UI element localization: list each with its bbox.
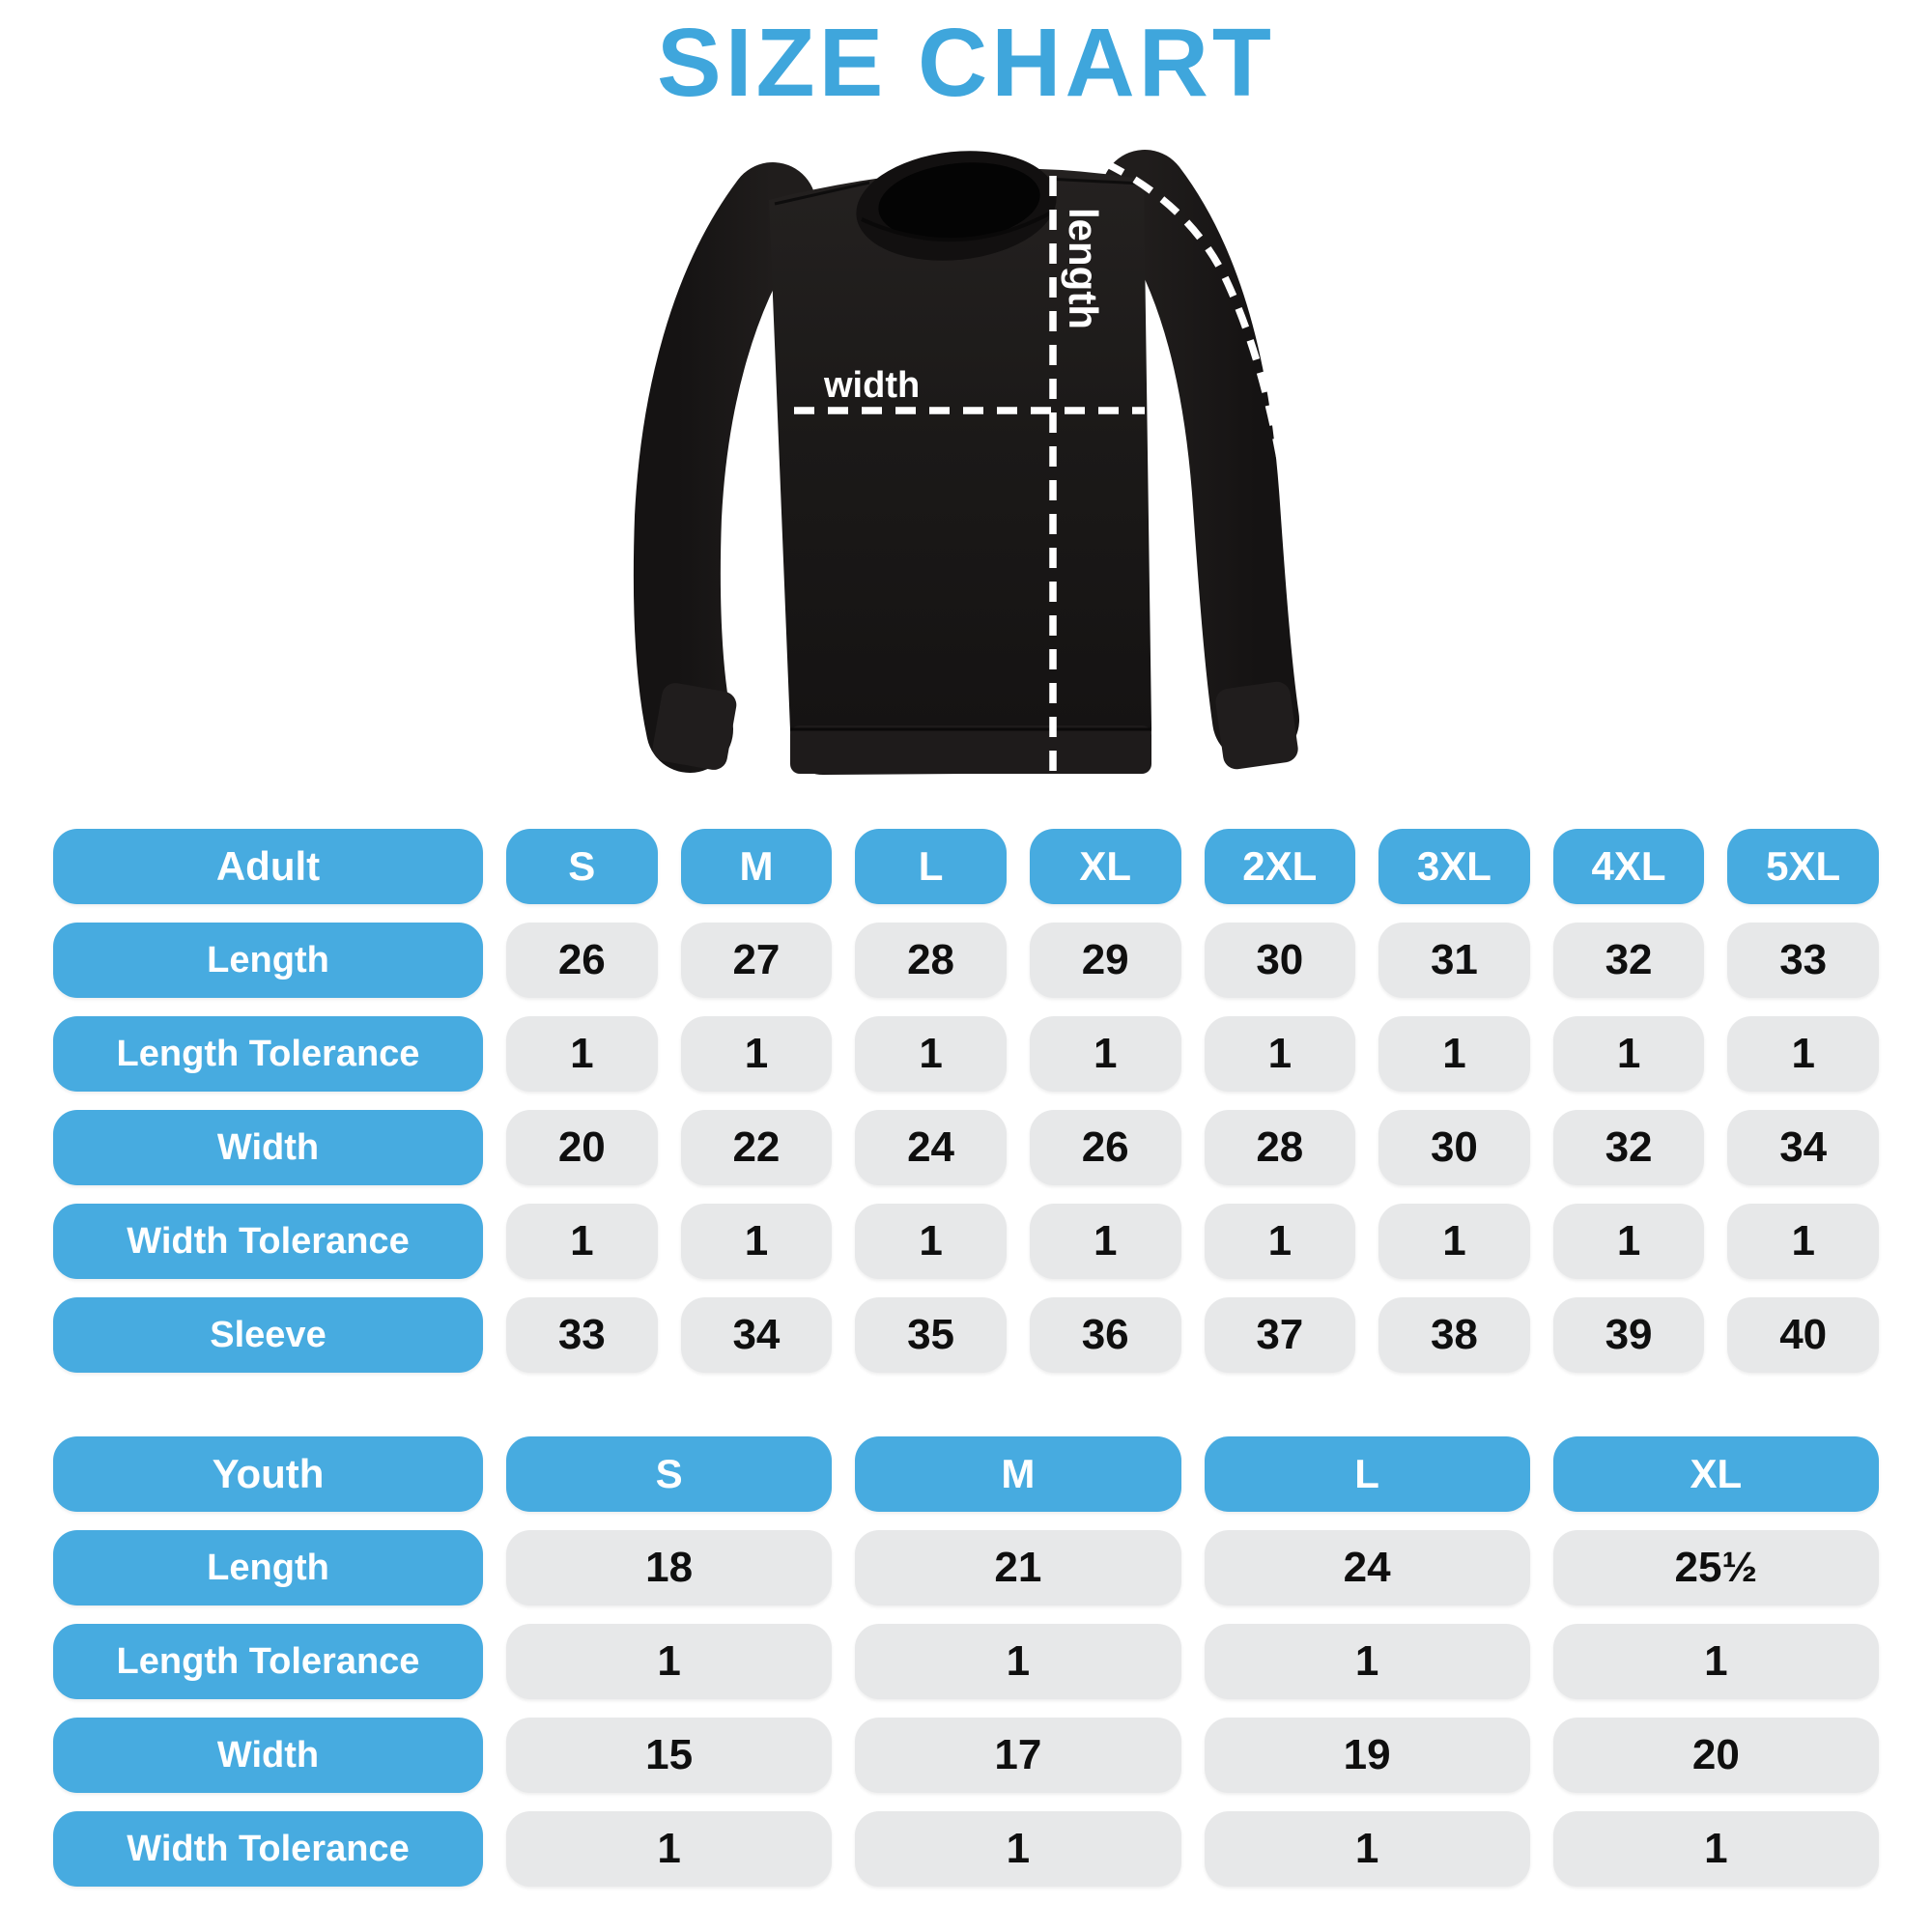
row-label-cell: Width xyxy=(53,1110,483,1185)
size-value-cell: 31 xyxy=(1378,923,1530,998)
size-value-cell: 20 xyxy=(506,1110,658,1185)
size-value-cell: 34 xyxy=(1727,1110,1879,1185)
size-value-cell: 17 xyxy=(855,1718,1180,1793)
size-value-cell: 27 xyxy=(681,923,833,998)
size-header-cell: M xyxy=(681,829,833,904)
size-value-cell: 1 xyxy=(1030,1016,1181,1092)
row-label-cell: Width Tolerance xyxy=(53,1811,483,1887)
size-value-cell: 1 xyxy=(506,1016,658,1092)
size-value-cell: 1 xyxy=(1378,1016,1530,1092)
size-value-cell: 1 xyxy=(855,1811,1180,1887)
row-label-cell: Length xyxy=(53,923,483,998)
size-value-cell: 32 xyxy=(1553,1110,1705,1185)
size-value-cell: 1 xyxy=(506,1811,832,1887)
size-header-cell: XL xyxy=(1553,1436,1879,1512)
size-value-cell: 1 xyxy=(1553,1624,1879,1699)
size-value-cell: 29 xyxy=(1030,923,1181,998)
size-value-cell: 1 xyxy=(1030,1204,1181,1279)
size-value-cell: 22 xyxy=(681,1110,833,1185)
size-value-cell: 36 xyxy=(1030,1297,1181,1373)
size-value-cell: 24 xyxy=(1205,1530,1530,1605)
size-value-cell: 26 xyxy=(1030,1110,1181,1185)
size-value-cell: 1 xyxy=(1205,1624,1530,1699)
row-label-cell: Length xyxy=(53,1530,483,1605)
size-header-cell: XL xyxy=(1030,829,1181,904)
size-value-cell: 25½ xyxy=(1553,1530,1879,1605)
size-value-cell: 24 xyxy=(855,1110,1007,1185)
size-value-cell: 28 xyxy=(855,923,1007,998)
size-header-cell: L xyxy=(855,829,1007,904)
size-value-cell: 1 xyxy=(681,1016,833,1092)
size-value-cell: 38 xyxy=(1378,1297,1530,1373)
size-header-cell: M xyxy=(855,1436,1180,1512)
size-value-cell: 1 xyxy=(855,1016,1007,1092)
sweatshirt-illustration xyxy=(580,111,1352,811)
size-value-cell: 30 xyxy=(1205,923,1356,998)
size-value-cell: 21 xyxy=(855,1530,1180,1605)
size-header-cell: 2XL xyxy=(1205,829,1356,904)
sweatshirt-measurement-diagram xyxy=(580,111,1352,811)
size-value-cell: 1 xyxy=(1205,1016,1356,1092)
size-value-cell: 37 xyxy=(1205,1297,1356,1373)
size-value-cell: 20 xyxy=(1553,1718,1879,1793)
width-measure-label: width xyxy=(824,365,921,406)
adult-size-table xyxy=(53,829,1879,1373)
size-value-cell: 1 xyxy=(1553,1016,1705,1092)
row-label-cell: Length Tolerance xyxy=(53,1624,483,1699)
row-label-cell: Length Tolerance xyxy=(53,1016,483,1092)
size-value-cell: 1 xyxy=(1553,1204,1705,1279)
size-value-cell: 35 xyxy=(855,1297,1007,1373)
table-title-cell: Youth xyxy=(53,1436,483,1512)
size-value-cell: 18 xyxy=(506,1530,832,1605)
page-title: SIZE CHART xyxy=(657,9,1275,117)
size-value-cell: 34 xyxy=(681,1297,833,1373)
table-title-cell: Adult xyxy=(53,829,483,904)
size-header-cell: S xyxy=(506,1436,832,1512)
size-header-cell: 5XL xyxy=(1727,829,1879,904)
size-value-cell: 1 xyxy=(855,1624,1180,1699)
size-value-cell: 1 xyxy=(1727,1204,1879,1279)
size-value-cell: 1 xyxy=(1205,1811,1530,1887)
size-header-cell: 3XL xyxy=(1378,829,1530,904)
size-header-cell: 4XL xyxy=(1553,829,1705,904)
length-measure-label: length xyxy=(1061,208,1106,329)
size-header-cell: S xyxy=(506,829,658,904)
size-value-cell: 1 xyxy=(1553,1811,1879,1887)
size-value-cell: 39 xyxy=(1553,1297,1705,1373)
size-value-cell: 28 xyxy=(1205,1110,1356,1185)
sleeve-measure-label: sleeve xyxy=(1237,260,1322,386)
size-value-cell: 1 xyxy=(506,1204,658,1279)
row-label-cell: Width Tolerance xyxy=(53,1204,483,1279)
row-label-cell: Width xyxy=(53,1718,483,1793)
size-value-cell: 33 xyxy=(506,1297,658,1373)
hem-band xyxy=(790,725,1151,774)
size-value-cell: 1 xyxy=(506,1624,832,1699)
size-value-cell: 30 xyxy=(1378,1110,1530,1185)
size-value-cell: 40 xyxy=(1727,1297,1879,1373)
size-value-cell: 32 xyxy=(1553,923,1705,998)
size-value-cell: 1 xyxy=(855,1204,1007,1279)
size-header-cell: L xyxy=(1205,1436,1530,1512)
size-value-cell: 1 xyxy=(1727,1016,1879,1092)
youth-size-table xyxy=(53,1436,1879,1887)
size-value-cell: 1 xyxy=(681,1204,833,1279)
size-value-cell: 19 xyxy=(1205,1718,1530,1793)
size-value-cell: 1 xyxy=(1378,1204,1530,1279)
size-value-cell: 26 xyxy=(506,923,658,998)
row-label-cell: Sleeve xyxy=(53,1297,483,1373)
size-value-cell: 1 xyxy=(1205,1204,1356,1279)
size-value-cell: 33 xyxy=(1727,923,1879,998)
size-value-cell: 15 xyxy=(506,1718,832,1793)
left-sleeve xyxy=(650,206,773,772)
